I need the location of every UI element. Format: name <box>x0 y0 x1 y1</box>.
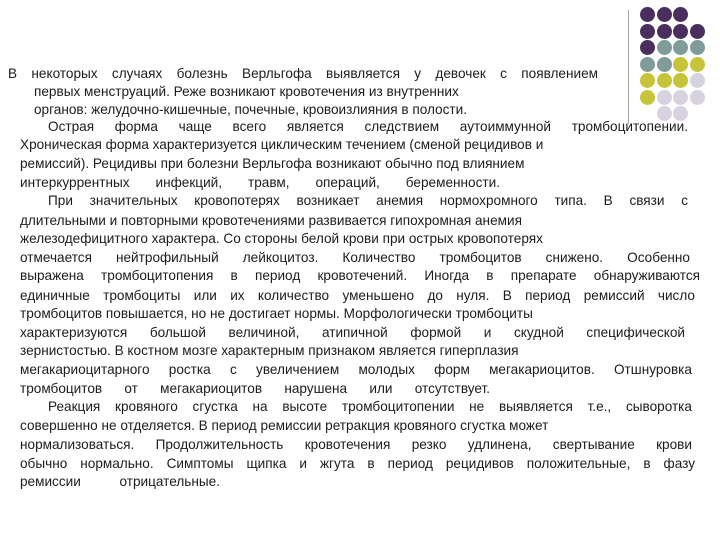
text-line: Реакция кровяного сгустка на высоте тромбоцитопении не выявляется т.е., сыворотка <box>48 399 692 414</box>
text-line: ремиссии отрицательные. <box>20 474 220 489</box>
decorative-dot <box>690 90 705 105</box>
decorative-dot <box>640 40 655 55</box>
decorative-dot <box>673 73 688 88</box>
text-line: характеризуются большой величиной, атипичной формой и скудной специфической <box>20 325 685 340</box>
decorative-dot <box>657 7 672 22</box>
decorative-dot <box>640 57 655 72</box>
text-line: органов: желудочно-кишечные, почечные, кровоизлияния в полости. <box>34 102 468 117</box>
decorative-dot <box>673 24 688 39</box>
decorative-dot <box>640 90 655 105</box>
decorative-dot <box>690 40 705 55</box>
text-line: тромбоцитов от мегакариоцитов нарушена или отсутствует. <box>20 381 490 396</box>
text-line: мегакариоцитарного ростка с увеличением молодых форм мегакариоцитов. Отшнуровка <box>20 362 692 377</box>
decorative-dot <box>640 73 655 88</box>
text-line: ремиссий). Рецидивы при болезни Верльгофа возникают обычно под влиянием <box>20 156 525 171</box>
decorative-dot <box>657 40 672 55</box>
decorative-dot <box>657 90 672 105</box>
decorative-dot <box>657 24 672 39</box>
text-line: первых менструаций. Реже возникают кровотечения из внутренних <box>34 84 459 99</box>
text-line: нормализоваться. Продолжительность кровотечения резко удлинена, свертывание крови <box>20 437 692 452</box>
text-line: единичные тромбоциты или их количество уменьшено до нуля. В период ремиссий число <box>20 288 695 303</box>
text-line: железодефицитного характера. Со стороны белой крови при острых кровопотерях <box>20 231 543 246</box>
text-line: Острая форма чаще всего является следствием аутоиммунной тромбоцитопении. <box>48 119 688 134</box>
text-line: Хроническая форма характеризуется циклическим течением (сменой рецидивов и <box>20 137 544 152</box>
text-line: совершенно не отделяется. В период ремиссии ретракция кровяного сгустка может <box>20 418 549 433</box>
text-line: длительными и повторными кровотечениями развивается гипохромная анемия <box>20 213 522 228</box>
decorative-dot <box>673 7 688 22</box>
text-line: В некоторых случаях болезнь Верльгофа выявляется у девочек с появлением <box>8 66 598 81</box>
decorative-dot <box>640 7 655 22</box>
decorative-divider <box>628 10 629 124</box>
decorative-dot <box>690 57 705 72</box>
text-line: зернистостью. В костном мозге характерным признаком является гиперплазия <box>20 343 519 358</box>
text-line: При значительных кровопотерях возникает анемия нормохромного типа. В связи с <box>48 193 688 208</box>
decorative-dot <box>690 73 705 88</box>
decorative-dot <box>640 24 655 39</box>
decorative-dot <box>673 57 688 72</box>
text-line: интеркуррентных инфекций, травм, операций, беременности. <box>20 175 500 190</box>
decorative-dot <box>657 57 672 72</box>
decorative-dot <box>657 73 672 88</box>
text-line: отмечается нейтрофильный лейкоцитоз. Количество тромбоцитов снижено. Особенно <box>20 250 690 265</box>
text-line: тромбоцитов повышается, но не достигает нормы. Морфологически тромбоциты <box>20 306 533 321</box>
decorative-dot <box>690 24 705 39</box>
decorative-dot <box>673 90 688 105</box>
text-line: обычно нормально. Симптомы щипка и жгута в период рецидивов положительные, в фазу <box>20 456 695 471</box>
text-line: выражена тромбоцитопения в период кровотечений. Иногда в препарате обнаруживаются <box>20 268 700 283</box>
decorative-dot <box>673 40 688 55</box>
